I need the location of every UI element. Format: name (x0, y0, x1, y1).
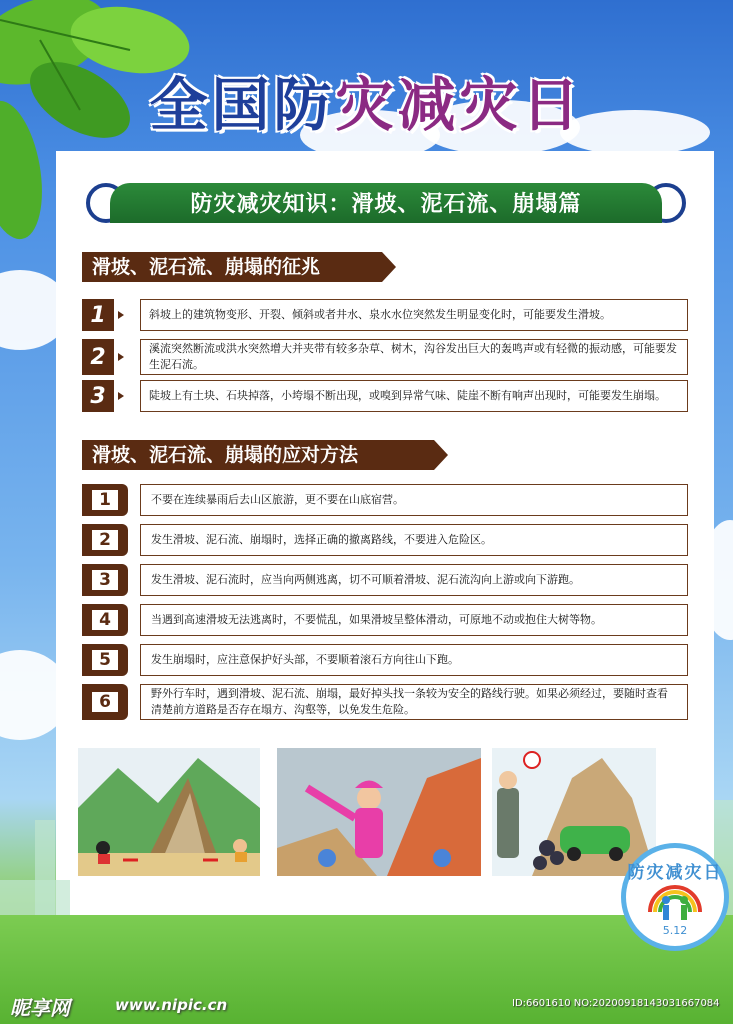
item-text: 当遇到高速滑坡无法逃离时，不要慌乱，如果滑坡呈整体滑动，可原地不动或抱住大树等物。 (140, 604, 688, 636)
arrow-icon (118, 353, 124, 361)
item-number-badge (82, 564, 128, 596)
item-text: 发生滑坡、泥石流时，应当向两侧逃离，切不可顺着滑坡、泥石流沟向上游或向下游跑。 (140, 564, 688, 596)
page-title (0, 58, 733, 142)
watermark-url: www.nipic.cn (115, 996, 228, 1014)
illustration-rockfall (492, 748, 656, 876)
building-decoration (0, 880, 70, 920)
disaster-day-logo (621, 843, 729, 951)
watermark-brand: 昵享网 (10, 996, 70, 1020)
item-number-badge (82, 604, 128, 636)
title-char: 减 (397, 71, 460, 139)
title-char: 灾 (335, 71, 398, 139)
list-item (82, 604, 688, 636)
item-number: 1 (82, 299, 114, 331)
list-item (82, 524, 688, 556)
list-item (82, 339, 688, 375)
list-item (82, 564, 688, 596)
item-text: 野外行车时，遇到滑坡、泥石流、崩塌，最好掉头找一条较为安全的路线行驶。如果必须经过，要随时查看清楚前方道路是否存在塌方、沟壑等，以免发生危险。 (140, 684, 688, 720)
section-heading-signs: 滑坡、泥石流、崩塌的征兆 (82, 252, 382, 282)
item-number: 2 (92, 530, 118, 550)
logo-title: 防灾减灾日 (627, 863, 723, 883)
item-number: 3 (82, 380, 114, 412)
item-text: 陡坡上有土块、石块掉落，小垮塌不断出现，或嗅到异常气味、陡崖不断有响声出现时，可能要发生崩塌。 (140, 380, 688, 412)
item-text: 发生滑坡、泥石流、崩塌时，选择正确的撤离路线，不要进入危险区。 (140, 524, 688, 556)
logo-date: 5.12 (662, 924, 688, 937)
list-item (82, 299, 688, 331)
item-text: 斜坡上的建筑物变形、开裂、倾斜或者井水、泉水水位突然发生明显变化时，可能要发生滑坡。 (140, 299, 688, 331)
title-char: 日 (521, 71, 584, 139)
arrow-icon (118, 392, 124, 400)
item-number: 4 (92, 610, 118, 630)
illustration-landslide (78, 748, 260, 876)
list-item (82, 644, 688, 676)
item-text: 溪流突然断流或洪水突然增大并夹带有较多杂草、树木，沟谷发出巨大的轰鸣声或有轻微的振动感，可能要发生泥石流。 (140, 339, 688, 375)
title-char: 防 (273, 71, 336, 139)
list-item (82, 380, 688, 412)
banner-text: 防灾减灾知识：滑坡、泥石流、崩塌篇 (190, 192, 582, 217)
watermark-id: ID:6601610 NO:20200918143031667084 (512, 998, 720, 1009)
illustration-mudflow (277, 748, 481, 876)
item-text: 发生崩塌时，应注意保护好头部，不要顺着滚石方向往山下跑。 (140, 644, 688, 676)
item-number-badge (82, 644, 128, 676)
item-number-badge (82, 524, 128, 556)
item-number: 6 (92, 692, 118, 712)
item-number-badge (82, 684, 128, 720)
title-char: 灾 (459, 71, 522, 139)
list-item (82, 484, 688, 516)
item-number: 5 (92, 650, 118, 670)
title-char: 国 (211, 71, 274, 139)
list-item (82, 684, 688, 720)
title-char: 全 (149, 71, 212, 139)
item-number: 2 (82, 339, 114, 375)
item-number: 3 (92, 570, 118, 590)
banner (86, 183, 686, 223)
item-text: 不要在连续暴雨后去山区旅游，更不要在山底宿营。 (140, 484, 688, 516)
rainbow-people-icon (644, 882, 706, 922)
section-heading-response: 滑坡、泥石流、崩塌的应对方法 (82, 440, 434, 470)
item-number-badge (82, 484, 128, 516)
item-number: 1 (92, 490, 118, 510)
arrow-icon (118, 311, 124, 319)
